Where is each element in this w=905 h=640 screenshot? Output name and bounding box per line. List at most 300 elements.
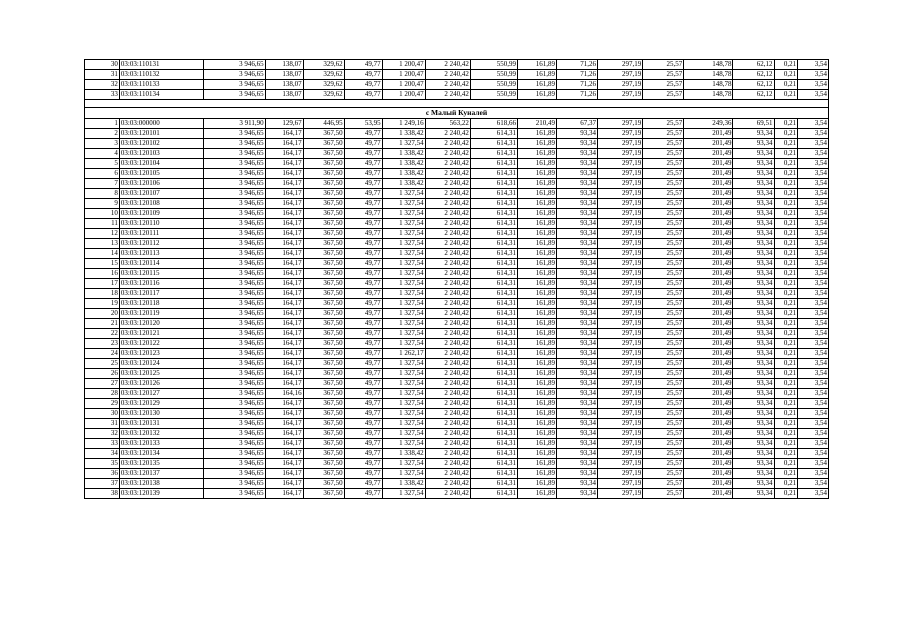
value-cell: 49,77: [344, 349, 382, 359]
value-cell: 1 327,54: [382, 399, 425, 409]
row-number-cell: 13: [85, 239, 120, 249]
value-cell: 161,89: [518, 70, 557, 80]
value-cell: 367,50: [303, 399, 344, 409]
value-cell: 2 240,42: [425, 459, 470, 469]
value-cell: 0,21: [774, 429, 798, 439]
value-cell: 161,89: [518, 189, 557, 199]
value-cell: 0,21: [774, 279, 798, 289]
value-cell: 93,34: [733, 239, 774, 249]
table-row: [85, 399, 829, 409]
value-cell: 2 240,42: [425, 189, 470, 199]
value-cell: 3,54: [798, 419, 829, 429]
value-cell: 614,31: [470, 459, 517, 469]
value-cell: 93,34: [557, 449, 598, 459]
value-cell: 93,34: [733, 359, 774, 369]
value-cell: 164,17: [265, 179, 303, 189]
value-cell: 367,50: [303, 319, 344, 329]
value-cell: 1 200,47: [382, 70, 425, 80]
value-cell: 148,78: [684, 90, 733, 100]
value-cell: 2 240,42: [425, 309, 470, 319]
value-cell: 201,49: [684, 159, 733, 169]
value-cell: 614,31: [470, 209, 517, 219]
value-cell: 2 240,42: [425, 219, 470, 229]
value-cell: 550,99: [470, 80, 517, 90]
value-cell: 49,77: [344, 90, 382, 100]
value-cell: 3 946,65: [204, 449, 266, 459]
value-cell: 367,50: [303, 219, 344, 229]
value-cell: 49,77: [344, 369, 382, 379]
value-cell: 161,89: [518, 379, 557, 389]
value-cell: 2 240,42: [425, 439, 470, 449]
value-cell: 0,21: [774, 259, 798, 269]
value-cell: 93,34: [733, 139, 774, 149]
value-cell: 161,89: [518, 309, 557, 319]
value-cell: 297,19: [598, 479, 643, 489]
value-cell: 25,57: [643, 189, 684, 199]
value-cell: 201,49: [684, 129, 733, 139]
value-cell: 614,31: [470, 169, 517, 179]
table-row: [85, 299, 829, 309]
value-cell: 367,50: [303, 289, 344, 299]
value-cell: 93,34: [733, 319, 774, 329]
value-cell: 3 946,65: [204, 359, 266, 369]
value-cell: 2 240,42: [425, 359, 470, 369]
value-cell: 1 200,47: [382, 60, 425, 70]
value-cell: 0,21: [774, 379, 798, 389]
table-row: [85, 159, 829, 169]
value-cell: 49,77: [344, 409, 382, 419]
value-cell: 164,17: [265, 189, 303, 199]
value-cell: 201,49: [684, 179, 733, 189]
table-row: [85, 259, 829, 269]
value-cell: 614,31: [470, 229, 517, 239]
value-cell: 297,19: [598, 179, 643, 189]
value-cell: 161,89: [518, 389, 557, 399]
value-cell: 297,19: [598, 119, 643, 129]
value-cell: 49,77: [344, 279, 382, 289]
value-cell: 0,21: [774, 60, 798, 70]
table-row: [85, 319, 829, 329]
value-cell: 93,34: [733, 419, 774, 429]
value-cell: 2 240,42: [425, 159, 470, 169]
value-cell: 2 240,42: [425, 179, 470, 189]
value-cell: 49,77: [344, 189, 382, 199]
value-cell: 297,19: [598, 309, 643, 319]
row-number-cell: 23: [85, 339, 120, 349]
row-number-cell: 9: [85, 199, 120, 209]
value-cell: 164,17: [265, 169, 303, 179]
value-cell: 49,77: [344, 159, 382, 169]
value-cell: 201,49: [684, 259, 733, 269]
value-cell: 93,34: [557, 249, 598, 259]
table-row: [85, 409, 829, 419]
value-cell: 2 240,42: [425, 429, 470, 439]
cadastral-code-cell: 03:03:120137: [119, 469, 203, 479]
value-cell: 0,21: [774, 229, 798, 239]
value-cell: 3,54: [798, 299, 829, 309]
value-cell: 297,19: [598, 169, 643, 179]
value-cell: 0,21: [774, 419, 798, 429]
value-cell: 3,54: [798, 179, 829, 189]
value-cell: 25,57: [643, 199, 684, 209]
value-cell: 25,57: [643, 379, 684, 389]
value-cell: 93,34: [733, 249, 774, 259]
value-cell: 93,34: [557, 409, 598, 419]
cadastral-code-cell: 03:03:110132: [119, 70, 203, 80]
row-number-cell: 20: [85, 309, 120, 319]
value-cell: 614,31: [470, 479, 517, 489]
value-cell: 367,50: [303, 129, 344, 139]
cadastral-code-cell: 03:03:120124: [119, 359, 203, 369]
value-cell: 2 240,42: [425, 369, 470, 379]
value-cell: 2 240,42: [425, 229, 470, 239]
value-cell: 367,50: [303, 249, 344, 259]
value-cell: 93,34: [557, 399, 598, 409]
value-cell: 49,77: [344, 199, 382, 209]
value-cell: 550,99: [470, 60, 517, 70]
value-cell: 329,62: [303, 90, 344, 100]
value-cell: 0,21: [774, 159, 798, 169]
value-cell: 93,34: [557, 259, 598, 269]
value-cell: 367,50: [303, 439, 344, 449]
value-cell: 25,57: [643, 369, 684, 379]
value-cell: 297,19: [598, 269, 643, 279]
value-cell: 3 946,65: [204, 229, 266, 239]
row-number-cell: 25: [85, 359, 120, 369]
value-cell: 2 240,42: [425, 479, 470, 489]
value-cell: 367,50: [303, 229, 344, 239]
value-cell: 25,57: [643, 60, 684, 70]
value-cell: 1 327,54: [382, 209, 425, 219]
row-number-cell: 8: [85, 189, 120, 199]
value-cell: 3 946,65: [204, 409, 266, 419]
value-cell: 49,77: [344, 139, 382, 149]
value-cell: 3 946,65: [204, 459, 266, 469]
value-cell: 3 946,65: [204, 209, 266, 219]
table-row: [85, 429, 829, 439]
value-cell: 3 946,65: [204, 90, 266, 100]
value-cell: 614,31: [470, 409, 517, 419]
value-cell: 3,54: [798, 129, 829, 139]
value-cell: 367,50: [303, 169, 344, 179]
value-cell: 1 327,54: [382, 329, 425, 339]
value-cell: 93,34: [733, 269, 774, 279]
value-cell: 367,50: [303, 159, 344, 169]
value-cell: 1 249,16: [382, 119, 425, 129]
value-cell: 3 946,65: [204, 259, 266, 269]
value-cell: 367,50: [303, 279, 344, 289]
value-cell: 3 946,65: [204, 269, 266, 279]
value-cell: 3,54: [798, 169, 829, 179]
value-cell: 93,34: [733, 159, 774, 169]
value-cell: 25,57: [643, 90, 684, 100]
value-cell: 0,21: [774, 249, 798, 259]
value-cell: 3,54: [798, 349, 829, 359]
value-cell: 367,50: [303, 449, 344, 459]
value-cell: 1 327,54: [382, 409, 425, 419]
cadastral-code-cell: 03:03:120135: [119, 459, 203, 469]
value-cell: 297,19: [598, 399, 643, 409]
value-cell: 164,17: [265, 289, 303, 299]
value-cell: 3 946,65: [204, 389, 266, 399]
value-cell: 93,34: [733, 389, 774, 399]
value-cell: 0,21: [774, 369, 798, 379]
value-cell: 614,31: [470, 359, 517, 369]
value-cell: 614,31: [470, 139, 517, 149]
value-cell: 161,89: [518, 80, 557, 90]
value-cell: 367,50: [303, 489, 344, 499]
cadastral-code-cell: 03:03:120119: [119, 309, 203, 319]
value-cell: 3 946,65: [204, 289, 266, 299]
value-cell: 25,57: [643, 459, 684, 469]
value-cell: 3 946,65: [204, 80, 266, 90]
value-cell: 297,19: [598, 339, 643, 349]
value-cell: 0,21: [774, 439, 798, 449]
value-cell: 1 327,54: [382, 299, 425, 309]
value-cell: 1 327,54: [382, 459, 425, 469]
row-number-cell: 21: [85, 319, 120, 329]
value-cell: 1 200,47: [382, 80, 425, 90]
value-cell: 3 946,65: [204, 439, 266, 449]
value-cell: 93,34: [733, 279, 774, 289]
value-cell: 367,50: [303, 369, 344, 379]
value-cell: 0,21: [774, 219, 798, 229]
value-cell: 2 240,42: [425, 419, 470, 429]
value-cell: 93,34: [557, 209, 598, 219]
value-cell: 161,89: [518, 469, 557, 479]
value-cell: 161,89: [518, 149, 557, 159]
value-cell: 297,19: [598, 289, 643, 299]
value-cell: 367,50: [303, 309, 344, 319]
value-cell: 201,49: [684, 229, 733, 239]
value-cell: 25,57: [643, 139, 684, 149]
value-cell: 25,57: [643, 289, 684, 299]
value-cell: 93,34: [557, 309, 598, 319]
value-cell: 148,78: [684, 80, 733, 90]
value-cell: 49,77: [344, 80, 382, 90]
value-cell: 161,89: [518, 209, 557, 219]
value-cell: 25,57: [643, 269, 684, 279]
value-cell: 161,89: [518, 319, 557, 329]
value-cell: 2 240,42: [425, 199, 470, 209]
value-cell: 2 240,42: [425, 209, 470, 219]
value-cell: 210,49: [518, 119, 557, 129]
value-cell: 201,49: [684, 349, 733, 359]
value-cell: 297,19: [598, 239, 643, 249]
value-cell: 367,50: [303, 199, 344, 209]
value-cell: 201,49: [684, 429, 733, 439]
value-cell: 3,54: [798, 339, 829, 349]
value-cell: 93,34: [733, 369, 774, 379]
value-cell: 164,17: [265, 409, 303, 419]
value-cell: 164,17: [265, 159, 303, 169]
value-cell: 201,49: [684, 269, 733, 279]
value-cell: 93,34: [733, 469, 774, 479]
value-cell: 3,54: [798, 329, 829, 339]
value-cell: 2 240,42: [425, 329, 470, 339]
value-cell: 0,21: [774, 319, 798, 329]
value-cell: 71,26: [557, 60, 598, 70]
value-cell: 0,21: [774, 189, 798, 199]
value-cell: 3 946,65: [204, 369, 266, 379]
value-cell: 297,19: [598, 429, 643, 439]
value-cell: 161,89: [518, 239, 557, 249]
table-row: [85, 459, 829, 469]
value-cell: 3 946,65: [204, 489, 266, 499]
value-cell: 614,31: [470, 159, 517, 169]
value-cell: 93,34: [557, 129, 598, 139]
value-cell: 0,21: [774, 169, 798, 179]
value-cell: 2 240,42: [425, 129, 470, 139]
value-cell: 25,57: [643, 309, 684, 319]
value-cell: 1 327,54: [382, 239, 425, 249]
value-cell: 161,89: [518, 479, 557, 489]
value-cell: 1 327,54: [382, 269, 425, 279]
cadastral-code-cell: 03:03:120114: [119, 259, 203, 269]
table-row: [85, 489, 829, 499]
value-cell: 2 240,42: [425, 169, 470, 179]
value-cell: 49,77: [344, 399, 382, 409]
value-cell: 1 338,42: [382, 449, 425, 459]
value-cell: 0,21: [774, 459, 798, 469]
value-cell: 53,95: [344, 119, 382, 129]
value-cell: 164,17: [265, 439, 303, 449]
table-row: [85, 469, 829, 479]
value-cell: 297,19: [598, 349, 643, 359]
value-cell: 550,99: [470, 90, 517, 100]
value-cell: 3,54: [798, 379, 829, 389]
value-cell: 2 240,42: [425, 299, 470, 309]
value-cell: 93,34: [557, 299, 598, 309]
value-cell: 164,17: [265, 349, 303, 359]
value-cell: 2 240,42: [425, 489, 470, 499]
value-cell: 297,19: [598, 189, 643, 199]
value-cell: 614,31: [470, 189, 517, 199]
table-row: [85, 479, 829, 489]
cadastral-code-cell: 03:03:120117: [119, 289, 203, 299]
cadastral-code-cell: 03:03:120106: [119, 179, 203, 189]
table-row: [85, 339, 829, 349]
value-cell: 3,54: [798, 399, 829, 409]
value-cell: 201,49: [684, 299, 733, 309]
value-cell: 71,26: [557, 70, 598, 80]
value-cell: 49,77: [344, 379, 382, 389]
value-cell: 93,34: [733, 479, 774, 489]
row-number-cell: 36: [85, 469, 120, 479]
value-cell: 3,54: [798, 369, 829, 379]
value-cell: 93,34: [733, 199, 774, 209]
value-cell: 1 327,54: [382, 289, 425, 299]
value-cell: 93,34: [557, 199, 598, 209]
value-cell: 25,57: [643, 209, 684, 219]
value-cell: 93,34: [733, 309, 774, 319]
value-cell: 3,54: [798, 90, 829, 100]
value-cell: 164,16: [265, 389, 303, 399]
cadastral-code-cell: 03:03:120121: [119, 329, 203, 339]
value-cell: 49,77: [344, 179, 382, 189]
value-cell: 161,89: [518, 60, 557, 70]
value-cell: 614,31: [470, 469, 517, 479]
value-cell: 161,89: [518, 359, 557, 369]
value-cell: 0,21: [774, 399, 798, 409]
value-cell: 3 946,65: [204, 219, 266, 229]
value-cell: 367,50: [303, 409, 344, 419]
value-cell: 164,17: [265, 359, 303, 369]
value-cell: 3,54: [798, 239, 829, 249]
value-cell: 3,54: [798, 489, 829, 499]
row-number-cell: 6: [85, 169, 120, 179]
value-cell: 93,34: [557, 149, 598, 159]
value-cell: 164,17: [265, 219, 303, 229]
value-cell: 49,77: [344, 259, 382, 269]
value-cell: 297,19: [598, 449, 643, 459]
value-cell: 164,17: [265, 199, 303, 209]
cadastral-code-cell: 03:03:120105: [119, 169, 203, 179]
value-cell: 0,21: [774, 309, 798, 319]
value-cell: 3,54: [798, 219, 829, 229]
cadastral-code-cell: 03:03:120126: [119, 379, 203, 389]
value-cell: 49,77: [344, 419, 382, 429]
table-row: [85, 189, 829, 199]
value-cell: 0,21: [774, 90, 798, 100]
value-cell: 201,49: [684, 459, 733, 469]
value-cell: 367,50: [303, 459, 344, 469]
table-row: [85, 229, 829, 239]
value-cell: 3 946,65: [204, 329, 266, 339]
value-cell: 3,54: [798, 289, 829, 299]
value-cell: 93,34: [557, 229, 598, 239]
value-cell: 49,77: [344, 479, 382, 489]
value-cell: 49,77: [344, 449, 382, 459]
value-cell: 164,17: [265, 369, 303, 379]
value-cell: 3 946,65: [204, 189, 266, 199]
value-cell: 367,50: [303, 359, 344, 369]
cadastral-code-cell: 03:03:110134: [119, 90, 203, 100]
value-cell: 93,34: [733, 289, 774, 299]
value-cell: 164,17: [265, 329, 303, 339]
value-cell: 25,57: [643, 359, 684, 369]
cadastral-code-cell: 03:03:120133: [119, 439, 203, 449]
cadastral-code-cell: 03:03:120103: [119, 149, 203, 159]
value-cell: 0,21: [774, 70, 798, 80]
table-row: [85, 249, 829, 259]
value-cell: 0,21: [774, 179, 798, 189]
value-cell: 2 240,42: [425, 239, 470, 249]
value-cell: 1 327,54: [382, 249, 425, 259]
value-cell: 0,21: [774, 389, 798, 399]
table-row: [85, 169, 829, 179]
table-row: [85, 279, 829, 289]
row-number-cell: 35: [85, 459, 120, 469]
value-cell: 329,62: [303, 60, 344, 70]
value-cell: 3,54: [798, 149, 829, 159]
value-cell: 49,77: [344, 229, 382, 239]
value-cell: 201,49: [684, 209, 733, 219]
table-row: [85, 349, 829, 359]
row-number-cell: 3: [85, 139, 120, 149]
value-cell: 49,77: [344, 469, 382, 479]
value-cell: 161,89: [518, 139, 557, 149]
value-cell: 25,57: [643, 179, 684, 189]
value-cell: 49,77: [344, 219, 382, 229]
value-cell: 297,19: [598, 359, 643, 369]
value-cell: 49,77: [344, 429, 382, 439]
value-cell: 93,34: [733, 449, 774, 459]
value-cell: 0,21: [774, 479, 798, 489]
value-cell: 3,54: [798, 189, 829, 199]
value-cell: 161,89: [518, 249, 557, 259]
value-cell: 161,89: [518, 329, 557, 339]
